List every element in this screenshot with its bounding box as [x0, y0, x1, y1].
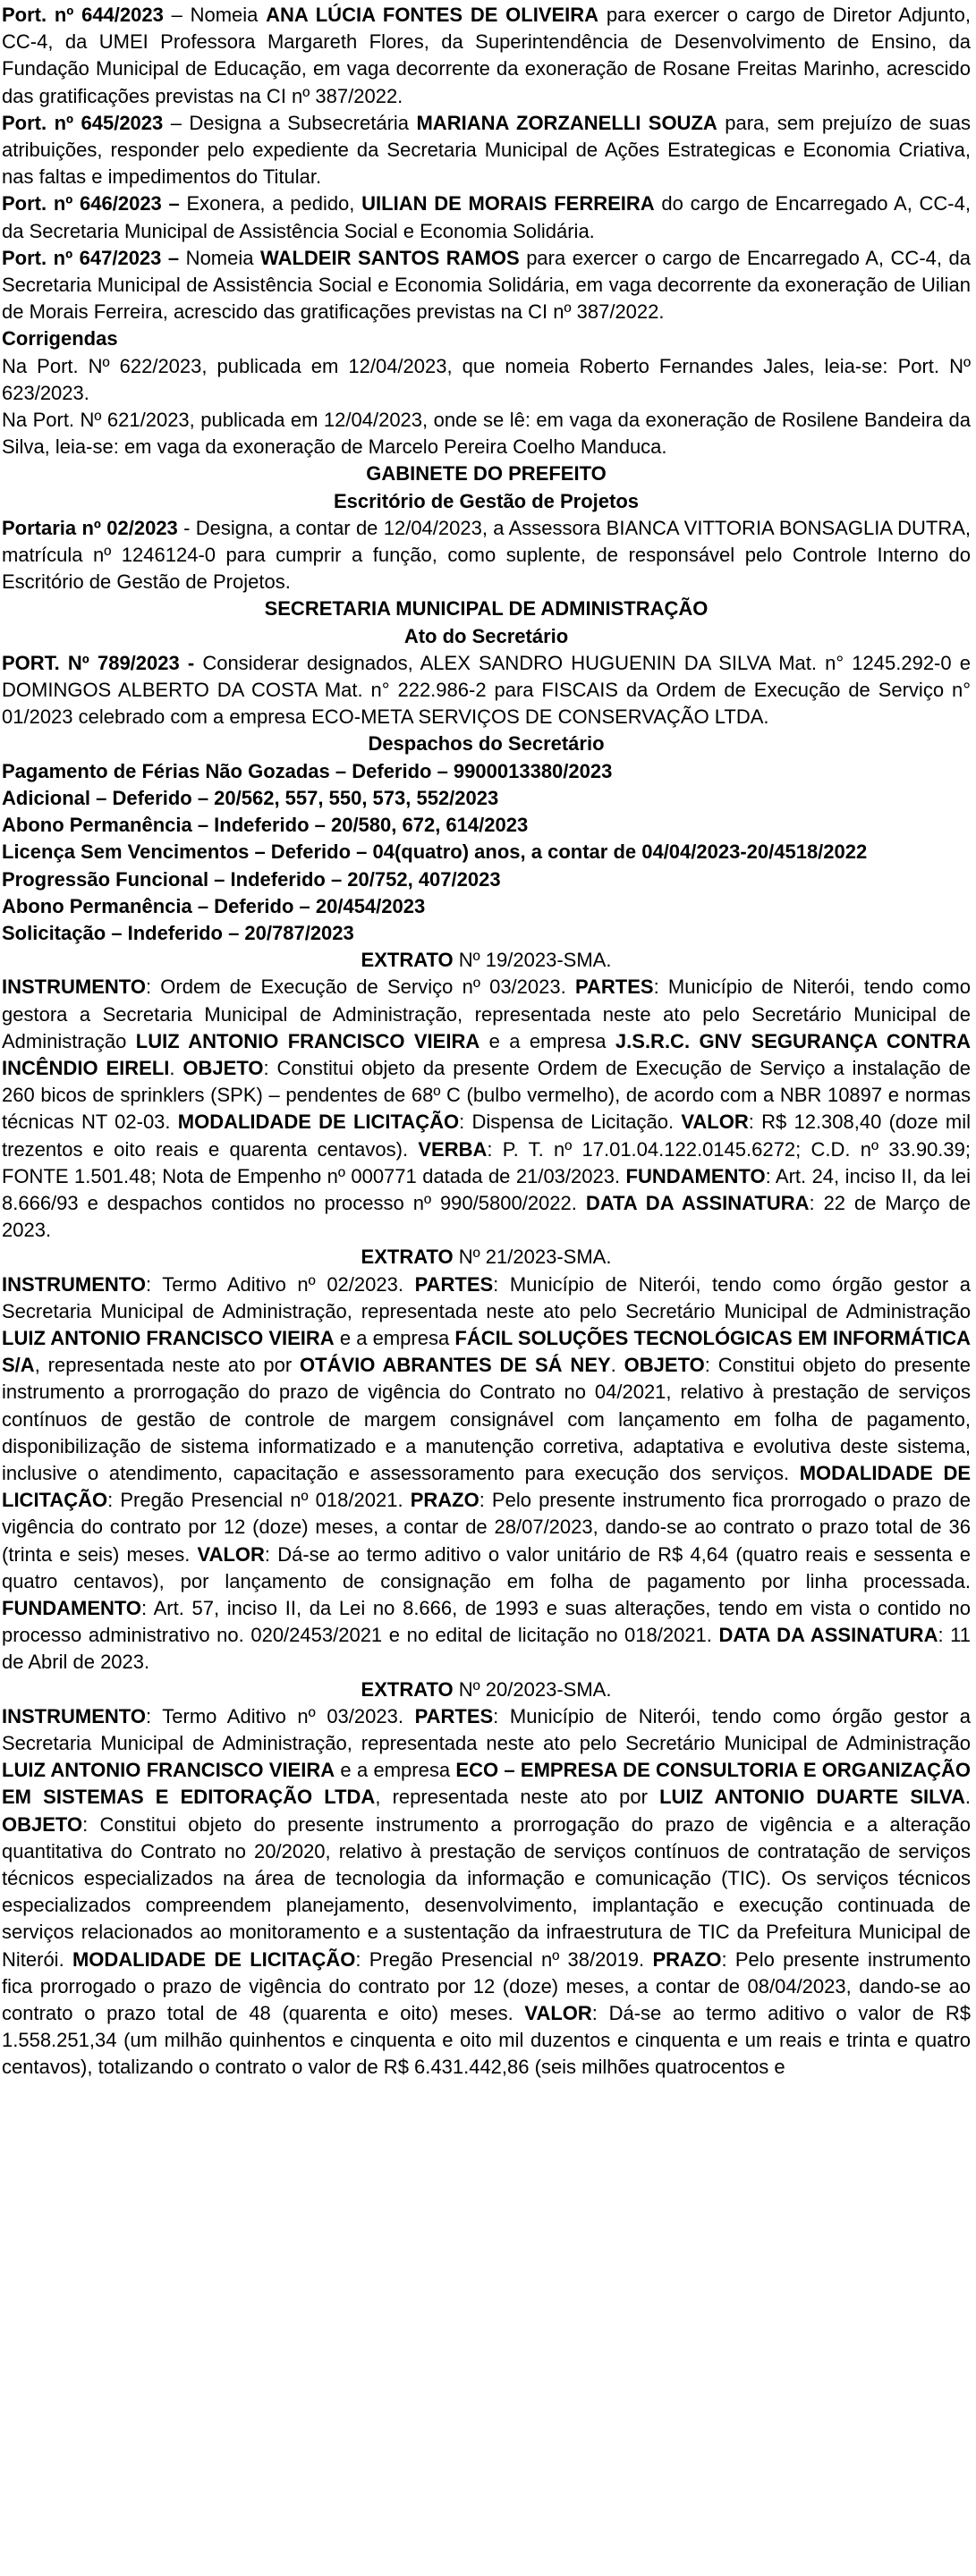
- bold-text-run: Solicitação – Indeferido – 20/787/2023: [2, 921, 354, 944]
- section-heading: [2, 325, 971, 352]
- section-heading: [2, 623, 971, 650]
- paragraph: [2, 515, 971, 596]
- paragraph: [2, 839, 971, 866]
- bold-text-run: VALOR: [524, 2002, 592, 2025]
- text-run: , representada neste ato por: [34, 1354, 301, 1377]
- bold-text-run: PRAZO: [410, 1489, 480, 1512]
- text-run: .: [964, 1786, 971, 1809]
- text-run: : Dá-se ao termo aditivo o valor unitário de R$ 4,64 (quatro reais e sessenta e quatro centavos), por lançamento de consignação em folha de pagamento por linha processada.: [2, 1542, 972, 1592]
- text-run: Exonera, a pedido,: [179, 192, 362, 215]
- text-run: do cargo de Encarregado A, CC-4, da Secretaria Municipal de Assistência Social e Economia Solidária.: [2, 192, 971, 242]
- text-run: para exercer o cargo de Diretor Adjunto, CC-4, da UMEI Professora Margareth Flores, da Superintendência de Desenvolvimento de Ensino, da Fundação Municipal de Educação, em vaga decorrente da exoneração de Rosane Freitas Marinho, acrescido das gratificações previstas na CI nº 387/2022.: [2, 4, 971, 107]
- text-run: : Pelo presente instrumento fica prorrogado o prazo de vigência do contrato por 12 (doze) meses, a contar de 28/07/2023, dando-se ao contrato o prazo total de 36 (trinta e seis) meses.: [2, 1489, 971, 1566]
- bold-text-run: FÁCIL SOLUÇÕES TECNOLÓGICAS EM INFORMÁTICA S/A: [2, 1326, 972, 1377]
- text-run: : Município de Niterói, tendo como órgão gestor a Secretaria Municipal de Administração, representada neste ato pelo Secretário Municipal de Administração: [2, 1704, 971, 1754]
- bold-text-run: LUIZ ANTONIO DUARTE SILVA: [659, 1786, 965, 1809]
- section-heading: [2, 595, 971, 622]
- bold-text-run: Portaria nº 02/2023: [2, 516, 178, 539]
- bold-text-run: LUIZ ANTONIO FRANCISCO VIEIRA: [2, 1326, 335, 1349]
- text-run: : Ordem de Execução de Serviço nº 03/2023.: [145, 976, 575, 999]
- bold-text-run: OBJETO: [2, 1812, 83, 1836]
- bold-text-run: PARTES: [414, 1272, 494, 1296]
- text-run: : P. T. nº 17.01.04.122.0145.6272; C.D. nº 33.90.39; FONTE 1.501.48; Nota de Empenho nº 000771 datada de 21/03/2023.: [2, 1137, 972, 1187]
- section-heading: [2, 947, 971, 974]
- bold-text-run: Escritório de Gestão de Projetos: [333, 489, 640, 512]
- bold-text-run: ANA LÚCIA FONTES DE OLIVEIRA: [266, 4, 599, 26]
- bold-text-run: Port. nº 646/2023 –: [2, 192, 180, 215]
- bold-text-run: VALOR: [197, 1542, 265, 1566]
- text-run: : Termo Aditivo nº 03/2023.: [145, 1704, 415, 1727]
- bold-text-run: MARIANA ZORZANELLI SOUZA: [416, 111, 717, 134]
- text-run: : Pelo presente instrumento fica prorrogado o prazo de vigência do contrato por 12 (doze) meses, a contar de 08/04/2023, dando-se ao contrato o prazo total de 48 (quarenta e oito) meses.: [2, 1947, 971, 2025]
- bold-text-run: INSTRUMENTO: [2, 976, 146, 999]
- text-run: : 22 de Março de 2023.: [2, 1191, 971, 1242]
- text-run: : Termo Aditivo nº 02/2023.: [145, 1272, 415, 1296]
- paragraph: [2, 1703, 971, 2082]
- text-run: Nº 19/2023-SMA.: [453, 949, 612, 972]
- bold-text-run: Despachos do Secretário: [368, 732, 605, 756]
- bold-text-run: LUIZ ANTONIO FRANCISCO VIEIRA: [2, 1759, 335, 1782]
- text-run: – Nomeia: [163, 4, 267, 26]
- text-run: – Designa a Subsecretária: [163, 111, 417, 134]
- bold-text-run: MODALIDADE DE LICITAÇÃO: [72, 1947, 356, 1971]
- bold-text-run: Port. nº 647/2023 –: [2, 246, 180, 269]
- paragraph: [2, 407, 971, 460]
- text-run: para, sem prejuízo de suas atribuições, responder pelo expediente da Secretaria Municipal de Ações Estrategicas e Economia Criativa, nas faltas e impedimentos do Titular.: [2, 111, 971, 189]
- text-run: Nº 20/2023-SMA.: [453, 1677, 612, 1701]
- section-heading: [2, 920, 971, 947]
- section-heading: [2, 893, 971, 920]
- text-run: Na Port. Nº 621/2023, publicada em 12/04/2023, onde se lê: em vaga da exoneração de Rosilene Bandeira da Silva, leia-se: em vaga da exoneração de Marcelo Pereira Coelho Manduca.: [2, 409, 971, 459]
- bold-text-run: Pagamento de Férias Não Gozadas – Deferido – 9900013380/2023: [2, 759, 613, 782]
- text-run: : R$ 12.308,40 (doze mil trezentos e oito reais e quarenta centavos).: [2, 1111, 971, 1161]
- text-run: para exercer o cargo de Encarregado A, CC-4, da Secretaria Municipal de Assistência Social e Economia Solidária, em vaga decorrente da exoneração de Uilian de Morais Ferreira, acrescido das gratificações previstas na CI nº 387/2022.: [2, 246, 971, 324]
- text-run: e a empresa: [480, 1029, 615, 1052]
- bold-text-run: VALOR: [681, 1111, 749, 1134]
- text-run: : Constitui objeto do presente instrumento a prorrogação do prazo de vigência e a alteração quantitativa do Contrato no 20/2020, relativo à prestação de serviços contínuos de contratação de serviços técnicos especializados na área de tecnologia da informação e comunicação (TIC). Os serviços técnicos especializados compreendem planejamento, desenvolvimento, implantação e execução continuada de serviços relacionados ao monitoramento e a sustentação da infraestrutura de TIC da Prefeitura Municipal de Niterói.: [2, 1812, 971, 1971]
- text-run: Considerar designados, ALEX SANDRO HUGUENIN DA SILVA Mat. n° 1245.292-0 e DOMINGOS ALBERTO DA COSTA Mat. n° 222.986-2 para FISCAIS da Ordem de Execução de Serviço n° 01/2023 celebrado com a empresa ECO-META SERVIÇOS DE CONSERVAÇÃO LTDA.: [2, 651, 971, 729]
- section-heading: [2, 758, 971, 785]
- text-run: : 11 de Abril de 2023.: [2, 1624, 972, 1674]
- text-run: : Dispensa de Licitação.: [459, 1111, 682, 1134]
- bold-text-run: Licença Sem Vencimentos – Deferido – 04(quatro) anos, a contar de 04/04/2023-20/4518/2022: [2, 840, 868, 864]
- section-heading: [2, 1244, 971, 1271]
- paragraph: [2, 190, 971, 244]
- text-run: : Art. 57, inciso II, da Lei no 8.666, de 1993 e suas alterações, tendo em vista o contido no processo administrativo no. 020/2453/2021 e no edital de licitação no 018/2021.: [2, 1596, 971, 1647]
- text-run: : Dá-se ao termo aditivo o valor de R$ 1.558.251,34 (um milhão quinhentos e cinquenta e oito mil duzentos e cinquenta e um reais e trinta e quatro centavos), totalizando o contrato o valor de R$ 6.431.442,86 (seis milhões quatrocentos e: [2, 2002, 971, 2079]
- bold-text-run: Port. nº 645/2023: [2, 111, 164, 134]
- text-run: : Município de Niterói, tendo como órgão gestor a Secretaria Municipal de Administração, representada neste ato pelo Secretário Municipal de Administração: [2, 1272, 971, 1322]
- paragraph: [2, 110, 971, 191]
- bold-text-run: PARTES: [574, 976, 654, 999]
- bold-text-run: PARTES: [414, 1704, 494, 1727]
- text-run: e a empresa: [334, 1326, 455, 1349]
- bold-text-run: WALDEIR SANTOS RAMOS: [260, 246, 520, 269]
- bold-text-run: J.S.R.C. GNV SEGURANÇA CONTRA INCÊNDIO EIRELI: [2, 1029, 972, 1079]
- bold-text-run: MODALIDADE DE LICITAÇÃO: [177, 1111, 460, 1134]
- text-run: - Designa, a contar de 12/04/2023, a Assessora BIANCA VITTORIA BONSAGLIA DUTRA, matrícula nº 1246124-0 para cumprir a função, como suplente, de responsável pelo Controle Interno do Escritório de Gestão de Projetos.: [2, 516, 971, 594]
- section-heading: [2, 812, 971, 839]
- bold-text-run: OTÁVIO ABRANTES DE SÁ NEY: [300, 1354, 611, 1377]
- bold-text-run: UILIAN DE MORAIS FERREIRA: [361, 192, 655, 215]
- bold-text-run: PRAZO: [652, 1947, 722, 1971]
- section-heading: [2, 785, 971, 812]
- paragraph: [2, 1271, 971, 1677]
- bold-text-run: Ato do Secretário: [403, 624, 569, 647]
- text-run: : Pregão Presencial nº 38/2019.: [355, 1947, 653, 1971]
- bold-text-run: OBJETO: [624, 1354, 705, 1377]
- paragraph: [2, 245, 971, 326]
- bold-text-run: EXTRATO: [361, 949, 454, 972]
- section-heading: [2, 1677, 971, 1703]
- section-heading: [2, 866, 971, 893]
- text-run: Nº 21/2023-SMA.: [453, 1246, 612, 1269]
- text-run: , representada neste ato por: [375, 1786, 660, 1809]
- bold-text-run: FUNDAMENTO: [2, 1596, 142, 1619]
- section-heading: [2, 731, 971, 757]
- text-run: Na Port. Nº 622/2023, publicada em 12/04/2023, que nomeia Roberto Fernandes Jales, leia-se: Port. Nº 623/2023.: [2, 354, 971, 404]
- bold-text-run: SECRETARIA MUNICIPAL DE ADMINISTRAÇÃO: [264, 597, 709, 621]
- paragraph: [2, 353, 971, 407]
- paragraph: [2, 2, 971, 110]
- bold-text-run: DATA DA ASSINATURA: [585, 1191, 810, 1214]
- bold-text-run: DATA DA ASSINATURA: [718, 1624, 938, 1647]
- bold-text-run: FUNDAMENTO: [625, 1164, 766, 1187]
- bold-text-run: Corrigendas: [2, 327, 118, 351]
- bold-text-run: INSTRUMENTO: [2, 1272, 146, 1296]
- text-run: : Art. 24, inciso II, da lei 8.666/93 e despachos contidos no processo nº 990/5800/2022.: [2, 1164, 971, 1214]
- text-run: Nomeia: [179, 246, 261, 269]
- text-run: .: [169, 1056, 183, 1079]
- bold-text-run: PORT. Nº 789/2023 -: [2, 651, 195, 674]
- bold-text-run: VERBA: [418, 1137, 488, 1161]
- bold-text-run: EXTRATO: [361, 1677, 454, 1701]
- bold-text-run: Port. nº 644/2023: [2, 4, 164, 26]
- bold-text-run: Progressão Funcional – Indeferido – 20/752, 407/2023: [2, 867, 501, 891]
- section-heading: [2, 488, 971, 515]
- bold-text-run: Abono Permanência – Indeferido – 20/580, 672, 614/2023: [2, 814, 529, 837]
- bold-text-run: ECO – EMPRESA DE CONSULTORIA E ORGANIZAÇÃO EM SISTEMAS E EDITORAÇÃO LTDA: [2, 1759, 972, 1809]
- section-heading: [2, 460, 971, 487]
- bold-text-run: MODALIDADE DE LICITAÇÃO: [2, 1461, 972, 1512]
- bold-text-run: OBJETO: [182, 1056, 264, 1079]
- text-run: : Constitui objeto da presente Ordem de Execução de Serviço a instalação de 260 bicos de sprinklers (SPK) – pendentes de 68º C (bulbo vermelho), de acordo com a NBR 10897 e normas técnicas NT 02-03.: [2, 1056, 971, 1134]
- text-run: : Constitui objeto do presente instrumento a prorrogação do prazo de vigência do Contrato no 04/2021, relativo à prestação de serviços contínuos de gestão de controle de margem consignável com lançamento em folha de pagamento, disponibilização de sistema informatizado e a manutenção corretiva, adaptativa e evolutiva deste sistema, inclusive o atendimento, capacitação e assessoramento para execução dos serviços.: [2, 1354, 971, 1484]
- text-run: : Pregão Presencial nº 018/2021.: [107, 1489, 411, 1512]
- bold-text-run: Adicional – Deferido – 20/562, 557, 550, 573, 552/2023: [2, 786, 499, 809]
- bold-text-run: LUIZ ANTONIO FRANCISCO VIEIRA: [135, 1029, 480, 1052]
- text-run: : Município de Niterói, tendo como gestora a Secretaria Municipal de Administração, representada neste ato pelo Secretário Municipal de Administração: [2, 976, 971, 1052]
- text-run: .: [610, 1354, 624, 1377]
- bold-text-run: INSTRUMENTO: [2, 1704, 146, 1727]
- bold-text-run: Abono Permanência – Deferido – 20/454/2023: [2, 894, 426, 917]
- paragraph: [2, 650, 971, 731]
- text-run: e a empresa: [335, 1759, 456, 1782]
- bold-text-run: GABINETE DO PREFEITO: [366, 462, 607, 486]
- paragraph: [2, 974, 971, 1244]
- bold-text-run: EXTRATO: [361, 1246, 454, 1269]
